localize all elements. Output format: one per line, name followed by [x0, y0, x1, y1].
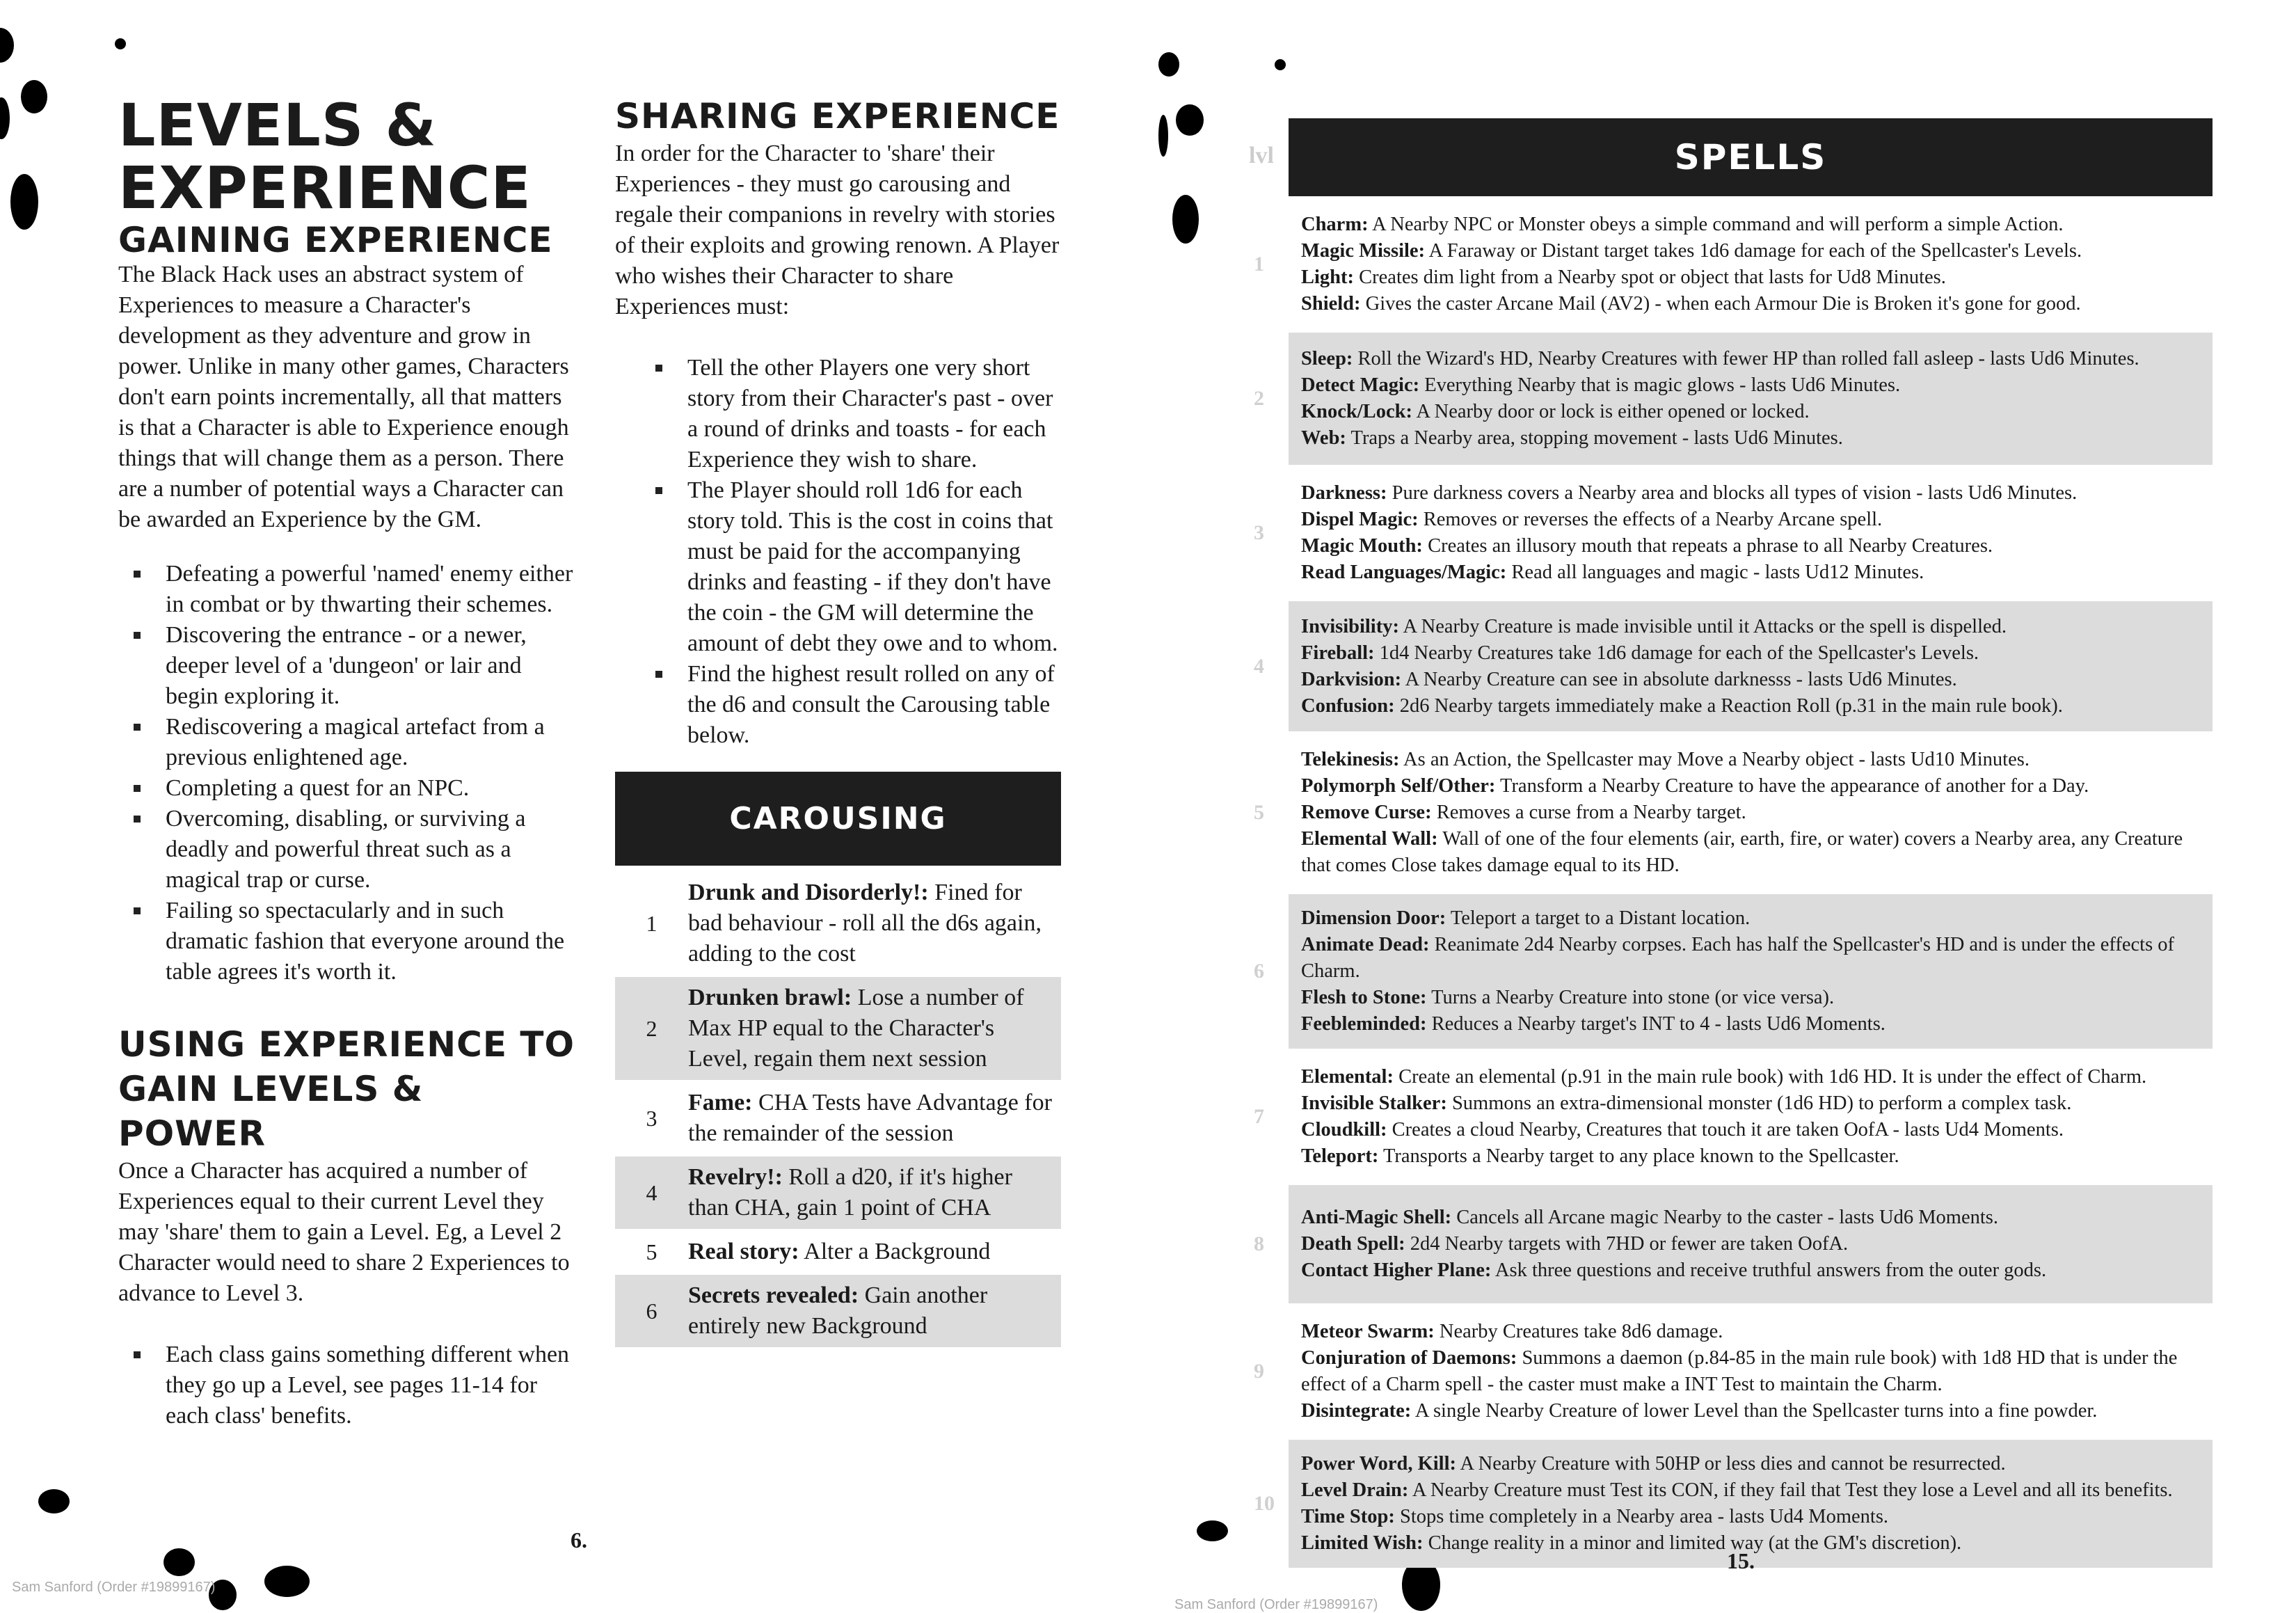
- spell-description: Traps a Nearby area, stopping movement - lasts Ud6 Minutes.: [1346, 427, 1843, 449]
- spell-level-row: [1254, 1308, 2213, 1436]
- spell-entry: [1301, 399, 2201, 425]
- page-title: LEVELS & EXPERIENCE: [118, 91, 532, 222]
- spell-entry: [1301, 1345, 2201, 1398]
- spell-entry: [1301, 640, 2201, 667]
- level-number: 5: [1254, 801, 1264, 824]
- ink-blob: [1275, 59, 1286, 70]
- spell-description: Transform a Nearby Creature to have the appearance of another for a Day.: [1495, 775, 2089, 797]
- spell-entry: [1301, 1398, 2201, 1424]
- spell-name: Dimension Door:: [1301, 907, 1446, 929]
- result-description: Alter a Background: [799, 1239, 991, 1264]
- spell-description: Read all languages and magic - lasts Ud12 Minutes.: [1506, 562, 1924, 583]
- spell-entry: [1301, 1451, 2201, 1477]
- spell-level-row: [1254, 1053, 2213, 1181]
- level-number: 2: [1254, 387, 1264, 410]
- result-name: Revelry!:: [688, 1164, 783, 1190]
- spell-description: Teleport a target to a Distant location.: [1446, 907, 1751, 929]
- list-item: Defeating a powerful 'named' enemy either in combat or by thwarting their schemes.: [166, 559, 577, 620]
- spell-name: Limited Wish:: [1301, 1532, 1424, 1554]
- spell-entry: [1301, 291, 2201, 317]
- spell-name: Cloudkill:: [1301, 1119, 1387, 1141]
- spell-description: A Nearby Creature must Test its CON, if they fail that Test they lose a Level and all its benefits.: [1408, 1479, 2173, 1501]
- spell-entry: [1301, 1090, 2201, 1117]
- roll-number: 5: [646, 1239, 657, 1264]
- spell-description: Gives the caster Arcane Mail (AV2) - when each Armour Die is Broken it's gone for good.: [1360, 293, 2081, 315]
- gaining-paragraph: The Black Hack uses an abstract system of Experiences to measure a Character's development as they adventure and grow in power. Unlike in many other games, Characters don't earn points incrementally, all that matters is that a Character is able to Experience enough things that will change them as a person. There are a number of potential ways a Character can be awarded an Experience by the GM.: [118, 262, 569, 532]
- spell-entry: [1301, 212, 2201, 238]
- roll-number: 6: [646, 1298, 657, 1324]
- using-paragraph: Once a Character has acquired a number of Experiences equal to their current Level they may 'share' them to gain a Level. Eg, a Level 2 Character would need to share 2 Experiences to advance to Level 3.: [118, 1158, 570, 1306]
- spell-description: Turns a Nearby Creature into stone (or vice versa).: [1426, 987, 1835, 1008]
- spell-entry: [1301, 905, 2201, 932]
- spell-description: A Nearby Creature is made invisible until it Attacks or the spell is dispelled.: [1398, 615, 2007, 637]
- spell-name: Telekinesis:: [1301, 749, 1400, 770]
- spell-level-row: [1254, 469, 2213, 597]
- ink-blob: [1172, 195, 1199, 244]
- middle-column: [615, 94, 1061, 1347]
- spell-entry: [1301, 346, 2201, 372]
- spell-entry: [1301, 559, 2201, 586]
- spell-name: Power Word, Kill:: [1301, 1453, 1456, 1475]
- list-item: Completing a quest for an NPC.: [166, 773, 577, 804]
- list-item: Discovering the entrance - or a newer, deeper level of a 'dungeon' or lair and begin exploring it.: [166, 620, 577, 712]
- carousing-rows: [615, 870, 1061, 1347]
- level-number: 8: [1254, 1232, 1264, 1255]
- spell-name: Web:: [1301, 427, 1346, 449]
- level-number: 9: [1254, 1360, 1264, 1383]
- spell-name: Sleep:: [1301, 348, 1353, 370]
- spell-name: Dispel Magic:: [1301, 509, 1419, 530]
- page-number-right: 15.: [1727, 1548, 1755, 1573]
- spell-description: Summons a daemon (p.84-85 in the main rule book) with 1d8 HD that is under the effect of a Charm spell - the caster must make a INT Test to maintain the Charm.: [1301, 1347, 2178, 1395]
- roll-number: 3: [646, 1106, 657, 1131]
- spell-name: Disintegrate:: [1301, 1400, 1412, 1422]
- spell-name: Flesh to Stone:: [1301, 987, 1427, 1008]
- spell-description: Stops time completely in a Nearby area - lasts Ud4 Moments.: [1394, 1506, 1889, 1527]
- spell-description: A single Nearby Creature of lower Level than the Spellcaster turns into a fine powder.: [1411, 1400, 2098, 1422]
- spell-description: Creates a cloud Nearby, Creatures that touch it are taken OofA - lasts Ud4 Moments.: [1387, 1119, 2064, 1141]
- spell-description: Summons an extra-dimensional monster (1d6 HD) to perform a complex task.: [1446, 1092, 2072, 1114]
- spell-entry: [1301, 1257, 2201, 1284]
- spell-entry: [1301, 985, 2201, 1011]
- spell-entry: [1301, 693, 2201, 720]
- result-name: Fame:: [688, 1090, 753, 1115]
- list-item: Rediscovering a magical artefact from a previous enlightened age.: [166, 712, 577, 773]
- ink-blob: [1158, 52, 1179, 77]
- spell-entry: [1301, 1064, 2201, 1090]
- spell-name: Magic Mouth:: [1301, 535, 1423, 557]
- carousing-header: [615, 772, 1061, 866]
- spell-description: Cancels all Arcane magic Nearby to the caster - lasts Ud6 Moments.: [1451, 1207, 1998, 1228]
- result-name: Real story:: [688, 1239, 799, 1264]
- row-text: [688, 1157, 1061, 1229]
- section-heading-sharing: SHARING EXPERIENCE: [615, 96, 1060, 136]
- table-row: [615, 975, 1061, 1080]
- result-name: Drunken brawl:: [688, 985, 852, 1010]
- level-number: 10: [1254, 1492, 1275, 1515]
- spell-description: Ask three questions and receive truthful answers from the outer gods.: [1491, 1260, 2047, 1281]
- spell-entry: [1301, 826, 2201, 879]
- spell-entry: [1301, 1504, 2201, 1530]
- result-description: Lose a number of Max HP equal to the Character's Level, regain them next session: [688, 985, 1024, 1072]
- spell-name: Shield:: [1301, 293, 1361, 315]
- spell-entry: [1301, 932, 2201, 985]
- spell-name: Detect Magic:: [1301, 374, 1420, 396]
- spell-entry: [1301, 264, 2201, 291]
- spell-name: Charm:: [1301, 214, 1369, 235]
- level-number: 1: [1254, 253, 1264, 276]
- ink-blob: [164, 1548, 195, 1576]
- spell-level-row: [1254, 200, 2213, 328]
- spell-name: Invisibility:: [1301, 615, 1399, 637]
- spell-entry: [1301, 1011, 2201, 1038]
- spell-entry: [1301, 1231, 2201, 1257]
- result-description: Roll a d20, if it's higher than CHA, gain 1 point of CHA: [688, 1164, 1012, 1221]
- row-text: [688, 1082, 1061, 1154]
- section-heading-using: USING EXPERIENCE TO GAIN LEVELS & POWER: [118, 1024, 575, 1154]
- spell-entry: [1301, 1143, 2201, 1170]
- spell-description: Removes a curse from a Nearby target.: [1431, 802, 1746, 823]
- list-item: Failing so spectacularly and in such dramatic fashion that everyone around the table agrees it's worth it.: [166, 896, 577, 987]
- spell-description: 2d6 Nearby targets immediately make a Reaction Roll (p.31 in the main rule book).: [1394, 694, 2063, 717]
- spell-entry: [1301, 773, 2201, 800]
- using-list: [118, 1340, 577, 1431]
- table-row: [615, 1080, 1061, 1154]
- list-item: The Player should roll 1d6 for each story told. This is the cost in coins that must be paid for the accompanying drinks and feasting - if they don't have the coin - the GM will determine the amount of debt they owe and to whom.: [687, 475, 1061, 659]
- spell-description: Create an elemental (p.91 in the main rule book) with 1d6 HD. It is under the effect of Charm.: [1393, 1066, 2147, 1088]
- list-item: Overcoming, disabling, or surviving a deadly and powerful threat such as a magical trap or curse.: [166, 804, 577, 896]
- spell-name: Contact Higher Plane:: [1301, 1260, 1492, 1281]
- spell-name: Animate Dead:: [1301, 934, 1430, 955]
- ink-blob: [1158, 115, 1168, 157]
- spell-description: Creates dim light from a Nearby spot or object that lasts for Ud8 Minutes.: [1354, 267, 1946, 288]
- spell-description: 1d4 Nearby Creatures take 1d6 damage for each of the Spellcaster's Levels.: [1374, 642, 1979, 664]
- level-number: 7: [1254, 1105, 1264, 1128]
- watermark-left: Sam Sanford (Order #19899167): [12, 1580, 216, 1595]
- list-item: Find the highest result rolled on any of the d6 and consult the Carousing table below.: [687, 659, 1061, 751]
- spell-name: Death Spell:: [1301, 1233, 1405, 1255]
- spell-description: A Nearby door or lock is either opened or locked.: [1412, 401, 1810, 422]
- spell-name: Knock/Lock:: [1301, 401, 1412, 422]
- left-column: [118, 91, 577, 1431]
- list-item: Tell the other Players one very short story from their Character's past - over a round of drinks and toasts - for each Experience they wish to share.: [687, 353, 1061, 475]
- ink-blob: [264, 1566, 310, 1597]
- spell-entry: [1301, 1319, 2201, 1345]
- spell-description: Creates an illusory mouth that repeats a phrase to all Nearby Creatures.: [1422, 535, 1993, 557]
- spell-entry: [1301, 507, 2201, 533]
- roll-number: 1: [646, 911, 657, 936]
- ink-blob: [0, 28, 14, 63]
- spell-entry: [1301, 800, 2201, 826]
- result-description: CHA Tests have Advantage for the remainder of the session: [688, 1090, 1052, 1146]
- spell-level-row: [1254, 736, 2213, 890]
- level-number: 3: [1254, 521, 1264, 544]
- spell-name: Darkness:: [1301, 482, 1387, 504]
- level-number: 4: [1254, 654, 1264, 678]
- spell-name: Darkvision:: [1301, 668, 1402, 690]
- spell-description: Removes or reverses the effects of a Nearby Arcane spell.: [1418, 509, 1883, 530]
- spell-description: Reanimate 2d4 Nearby corpses. Each has half the Spellcaster's HD and is under the effects of Charm.: [1301, 934, 2175, 982]
- spell-entry: [1301, 372, 2201, 399]
- result-description: Fined for bad behaviour - roll all the d6s again, adding to the cost: [688, 880, 1042, 967]
- spell-name: Magic Missile:: [1301, 240, 1426, 262]
- page-number-left: 6.: [571, 1527, 587, 1552]
- ink-blob: [1197, 1520, 1228, 1541]
- row-text: [688, 872, 1061, 975]
- spell-level-row: [1254, 1185, 2213, 1303]
- spell-name: Anti-Magic Shell:: [1301, 1207, 1452, 1228]
- spell-entry: [1301, 1205, 2201, 1231]
- table-row: [615, 870, 1061, 975]
- roll-number: 4: [646, 1180, 657, 1205]
- spells-table: [1254, 200, 2213, 1572]
- result-description: Gain another entirely new Background: [688, 1282, 988, 1339]
- gaining-list: [118, 559, 577, 987]
- row-text: [688, 977, 1061, 1080]
- carousing-table: [615, 772, 1061, 1347]
- spell-name: Read Languages/Magic:: [1301, 562, 1507, 583]
- spell-name: Polymorph Self/Other:: [1301, 775, 1496, 797]
- watermark-right: Sam Sanford (Order #19899167): [1174, 1597, 1378, 1612]
- table-row: [615, 1154, 1061, 1229]
- spell-description: Roll the Wizard's HD, Nearby Creatures with fewer HP than rolled fall asleep - lasts Ud6 Minutes.: [1353, 348, 2139, 370]
- spell-entry: [1301, 614, 2201, 640]
- spell-name: Confusion:: [1301, 694, 1395, 717]
- spells-header: [1289, 118, 2213, 196]
- row-text: [688, 1275, 1061, 1347]
- result-name: Drunk and Disorderly!:: [688, 880, 929, 905]
- spell-description: Wall of one of the four elements (air, earth, fire, or water) covers a Nearby area, any Creature that comes Close takes damage equal to its HD.: [1301, 828, 2183, 876]
- spell-name: Feebleminded:: [1301, 1013, 1427, 1035]
- spell-name: Light:: [1301, 267, 1355, 288]
- spell-description: Pure darkness covers a Nearby area and blocks all types of vision - lasts Ud6 Minutes.: [1387, 482, 2078, 504]
- spell-name: Elemental Wall:: [1301, 828, 1438, 850]
- spell-name: Level Drain:: [1301, 1479, 1409, 1501]
- spell-description: Change reality in a minor and limited way (at the GM's discretion).: [1423, 1532, 1962, 1554]
- spell-description: A Faraway or Distant target takes 1d6 damage for each of the Spellcaster's Levels.: [1425, 240, 2082, 262]
- spell-level-row: [1254, 894, 2213, 1049]
- spell-name: Meteor Swarm:: [1301, 1321, 1435, 1342]
- spell-description: A Nearby Creature with 50HP or less dies and cannot be resurrected.: [1456, 1453, 2006, 1475]
- ink-blob: [115, 38, 126, 49]
- spells-title: SPELLS: [1674, 137, 1827, 177]
- spell-level-row: [1254, 601, 2213, 731]
- table-row: [615, 1229, 1061, 1273]
- spell-description: As an Action, the Spellcaster may Move a Nearby object - lasts Ud10 Minutes.: [1399, 749, 2030, 770]
- spell-description: Reduces a Nearby target's INT to 4 - lasts Ud6 Moments.: [1426, 1013, 1886, 1035]
- spell-name: Invisible Stalker:: [1301, 1092, 1447, 1114]
- spell-name: Time Stop:: [1301, 1506, 1395, 1527]
- spell-name: Remove Curse:: [1301, 802, 1432, 823]
- spell-description: A Nearby NPC or Monster obeys a simple command and will perform a simple Action.: [1368, 214, 2064, 235]
- ink-blob: [38, 1489, 70, 1513]
- spell-name: Elemental:: [1301, 1066, 1394, 1088]
- ink-blob: [10, 174, 38, 230]
- spell-entry: [1301, 425, 2201, 452]
- spell-description: Everything Nearby that is magic glows - lasts Ud6 Minutes.: [1419, 374, 1901, 396]
- ink-blob: [1176, 104, 1204, 136]
- sharing-paragraph: In order for the Character to 'share' their Experiences - they must go carousing and regale their companions in revelry with stories of their exploits and growing renown. A Player who wishes their Character to share Experiences must:: [615, 141, 1060, 319]
- spell-name: Teleport:: [1301, 1145, 1379, 1167]
- spell-entry: [1301, 480, 2201, 507]
- spell-entry: [1301, 238, 2201, 264]
- spell-entry: [1301, 533, 2201, 559]
- row-text: [688, 1231, 1061, 1273]
- result-name: Secrets revealed:: [688, 1282, 859, 1308]
- table-row: [615, 1273, 1061, 1347]
- section-heading-gaining: GAINING EXPERIENCE: [118, 220, 553, 260]
- carousing-title: CAROUSING: [729, 800, 947, 836]
- spell-description: A Nearby Creature can see in absolute darknesss - lasts Ud6 Minutes.: [1401, 668, 1957, 690]
- ink-blob: [21, 80, 47, 113]
- spell-entry: [1301, 1477, 2201, 1504]
- spell-level-row: [1254, 333, 2213, 465]
- spell-entry: [1301, 747, 2201, 773]
- list-item: Each class gains something different when they go up a Level, see pages 11-14 for each class' benefits.: [166, 1340, 577, 1431]
- ink-blob: [0, 97, 10, 139]
- spell-description: 2d4 Nearby targets with 7HD or fewer are taken OofA.: [1405, 1233, 1849, 1255]
- spell-entry: [1301, 1117, 2201, 1143]
- level-number: 6: [1254, 960, 1264, 983]
- spell-name: Conjuration of Daemons:: [1301, 1347, 1517, 1369]
- spell-description: Nearby Creatures take 8d6 damage.: [1434, 1321, 1723, 1342]
- roll-number: 2: [646, 1016, 657, 1041]
- spell-entry: [1301, 667, 2201, 693]
- sharing-list: [615, 353, 1061, 751]
- spell-name: Fireball:: [1301, 642, 1375, 664]
- lvl-label: lvl: [1249, 143, 1274, 168]
- spell-description: Transports a Nearby target to any place known to the Spellcaster.: [1378, 1145, 1899, 1167]
